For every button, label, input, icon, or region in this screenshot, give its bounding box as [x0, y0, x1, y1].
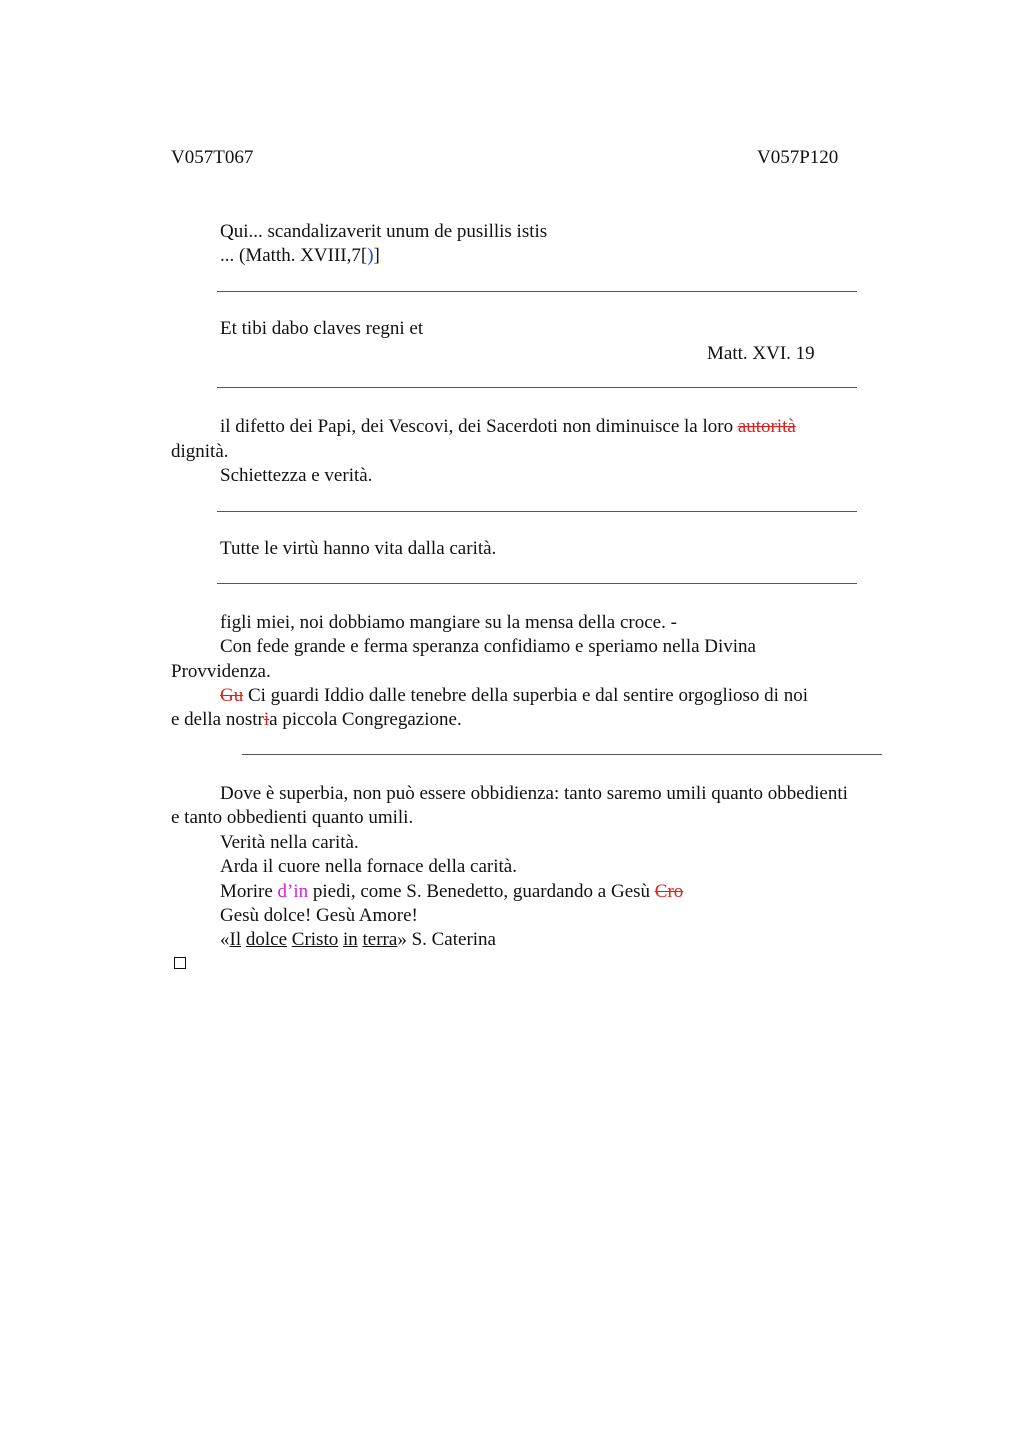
block5-line1: figli miei, noi dobbiamo mangiare su la mensa della croce. - — [220, 612, 677, 633]
separator-rule — [217, 511, 857, 512]
block1-line2-blue: ) — [367, 245, 374, 266]
quote-word-1: Il — [229, 929, 242, 950]
quote-word-3: Cristo — [291, 929, 339, 950]
page-code-right: V057P120 — [757, 147, 839, 168]
block2-reference: Matt. XVI. 19 — [707, 343, 815, 364]
quote-word-2: dolce — [245, 929, 288, 950]
block6-line4-pre: Morire — [220, 881, 278, 902]
separator-rule — [217, 387, 857, 388]
block6-line4-mid: piedi, come S. Benedetto, guardando a Gesù — [308, 881, 655, 902]
quote-open: « — [220, 929, 230, 950]
block5-line4-pre: e della nostr — [171, 709, 264, 730]
block6-line4-deleted: Cro — [654, 881, 684, 902]
block3-line1 — [220, 415, 796, 439]
end-box-icon — [174, 957, 186, 969]
block5-line4-post: a piccola Congregazione. — [269, 709, 462, 730]
block4-line1: Tutte le virtù hanno vita dalla carità. — [220, 538, 497, 559]
block1-line2-post: ] — [373, 245, 380, 266]
block1-line1: Qui... scandalizaverit unum de pusillis istis — [220, 221, 548, 242]
block6-line4 — [220, 880, 683, 904]
block2-line1: Et tibi dabo claves regni et — [220, 318, 424, 339]
block5-line3 — [220, 684, 808, 708]
block6-line5: Gesù dolce! Gesù Amore! — [220, 905, 418, 926]
block6-line2: Verità nella carità. — [220, 832, 359, 853]
block1-line2 — [220, 244, 380, 268]
block5-line3-deleted: Gu — [220, 685, 244, 706]
block3-line1-pre: il difetto dei Papi, dei Vescovi, dei Sacerdoti non diminuisce la loro — [220, 416, 738, 437]
quote-word-4: in — [342, 929, 358, 950]
block6-line4-inserted: d’in — [277, 881, 309, 902]
block5-line3-text: Ci guardi Iddio dalle tenebre della superbia e dal sentire orgoglioso di noi — [243, 685, 808, 706]
block3-line2: Schiettezza e verità. — [220, 465, 373, 486]
page-code-left: V057T067 — [171, 147, 254, 168]
block5-line4-deleted: i — [263, 709, 270, 730]
separator-rule — [242, 754, 882, 755]
block6-line1-continuation: e tanto obbedienti quanto umili. — [171, 807, 414, 828]
block6-line6 — [220, 928, 496, 952]
block3-line1-continuation: dignità. — [171, 441, 229, 462]
quote-close: » S. Caterina — [397, 929, 496, 950]
block3-line1-deleted: autorità — [737, 416, 796, 437]
block5-line2-continuation: Provvidenza. — [171, 661, 271, 682]
block5-line2: Con fede grande e ferma speranza confidiamo e speriamo nella Divina — [220, 636, 756, 657]
block5-line4 — [171, 708, 462, 732]
block6-line3: Arda il cuore nella fornace della carità. — [220, 856, 517, 877]
separator-rule — [217, 291, 857, 292]
block1-line2-pre: ... (Matth. XVIII,7[ — [220, 245, 368, 266]
block6-line1: Dove è superbia, non può essere obbidienza: tanto saremo umili quanto obbedienti — [220, 783, 848, 804]
quote-word-5: terra — [362, 929, 398, 950]
separator-rule — [217, 583, 857, 584]
